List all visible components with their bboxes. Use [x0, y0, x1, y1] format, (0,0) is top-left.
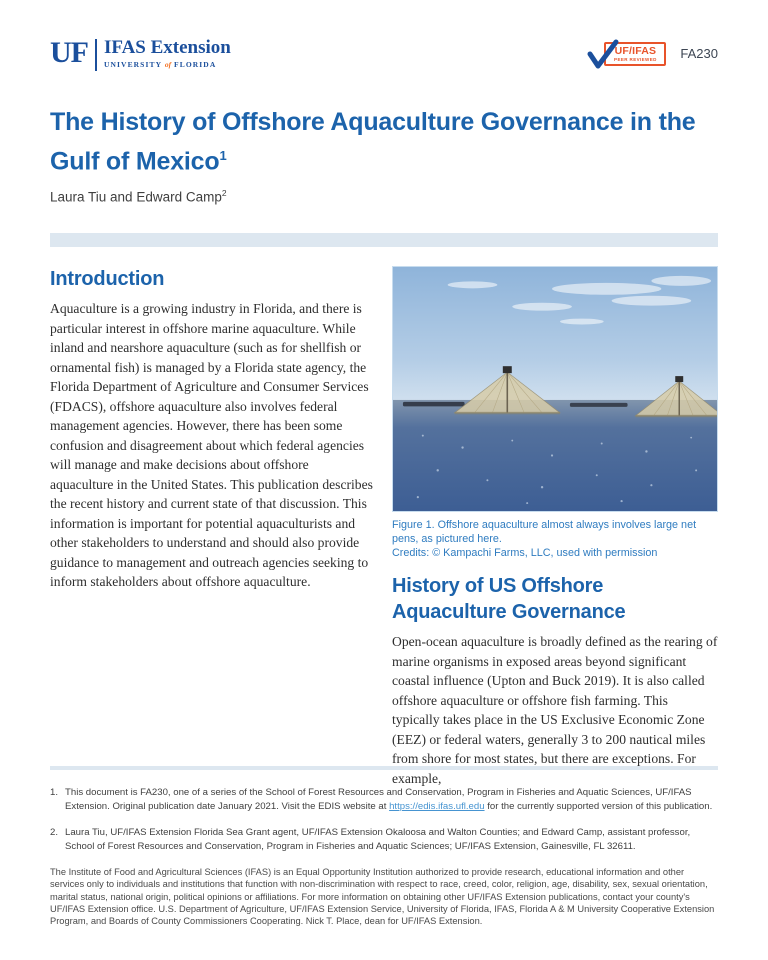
- university-word: UNIVERSITY: [104, 60, 162, 69]
- figure-1-caption: [392, 518, 718, 560]
- university-of-florida-wordmark: [104, 60, 231, 69]
- right-column: [392, 266, 718, 788]
- footnote-2-number: 2.: [50, 827, 59, 838]
- equal-opportunity-statement: The Institute of Food and Agricultural Sciences (IFAS) is an Equal Opportunity Institution authorized to provide research, educational information and other services only to individuals and institutions that function with non-discrimination with respect to race, creed, color, religion, age, disability, sex, sexual orientation, marital status, national origin, political opinions or affiliations. For more information on obtaining other UF/IFAS Extension publications, contact your county's UF/IFAS Extension office. U.S. Department of Agriculture, UF/IFAS Extension Service, University of Florida, IFAS, Florida A & M University Cooperative Extension Program, and Boards of County Commissioners Cooperating. Nick T. Place, dean for UF/IFAS Extension.: [50, 867, 715, 927]
- uf-ifas-extension-logo: [50, 38, 231, 71]
- page-footer: [50, 766, 718, 927]
- figure-caption-text: Figure 1. Offshore aquaculture almost always involves large net pens, as pictured here.: [392, 519, 697, 545]
- logo-divider: [95, 39, 97, 71]
- figure-credits-text: Credits: © Kampachi Farms, LLC, used with permission: [392, 547, 658, 559]
- section-divider-band: [50, 233, 718, 247]
- checkmark-icon: [586, 38, 620, 72]
- history-heading: History of US Offshore Aquaculture Governance: [392, 575, 626, 623]
- left-column: [50, 266, 375, 788]
- badge-subtext: PEER REVIEWED: [614, 57, 657, 62]
- footnotes: [50, 786, 718, 853]
- introduction-paragraph: Aquaculture is a growing industry in Florida, and there is particular interest in offshore marine aquaculture. While inland and nearshore aquaculture (such as for shellfish or ornamental fish) is managed by a Florida state agency, the Florida Department of Agriculture and Consumer Services (FDACS), offshore aquaculture also involves federal management agencies. However, there has been some confusion and disagreement about which federal agencies will manage and make decisions about offshore aquaculture in the United States. This publication describes the recent history and current state of that discussion. This information is important for potential aquaculturists and other stakeholders to understand and should also provide guidance to management and outreach agencies seeking to inform stakeholders about offshore aquaculture.: [50, 301, 373, 589]
- footnote-1-post-link: for the currently supported version of this publication.: [484, 800, 713, 812]
- document-number: FA230: [680, 46, 718, 61]
- authors-footnote-marker: 2: [221, 188, 227, 198]
- edis-website-link[interactable]: https://edis.ifas.ufl.edu: [389, 800, 485, 812]
- badge-label: UF/IFAS: [614, 45, 657, 57]
- title-text: The History of Offshore Aquaculture Governance in the Gulf of Mexico: [50, 108, 696, 176]
- of-word: of: [164, 60, 172, 69]
- ifas-extension-wordmark: IFAS Extension: [104, 37, 231, 58]
- footer-divider: [50, 766, 718, 770]
- page-header: [50, 38, 718, 71]
- footnote-1: [50, 786, 718, 813]
- footnote-1-pre-link: This document is FA230, one of a series of the School of Forest Resources and Conservation, Program in Fisheries and Aquatic Sciences, UF/IFAS Extension. Original publication date January 2021. Visit the EDIS website at: [65, 787, 692, 812]
- page-title: [50, 106, 722, 178]
- florida-word: FLORIDA: [174, 60, 217, 69]
- footnote-2-text: Laura Tiu, UF/IFAS Extension Florida Sea Grant agent, UF/IFAS Extension Okaloosa and Walton Counties; and Edward Camp, assistant professor, School of Forest Resources and Conservation, Program in Fisheries and Aquatic Sciences; UF/IFAS Extension, Gainesville, FL 32611.: [65, 827, 691, 852]
- title-footnote-marker: 1: [219, 148, 227, 163]
- uf-monogram: UF: [50, 36, 88, 69]
- content-columns: [50, 266, 718, 788]
- footnote-1-text: [65, 786, 718, 813]
- footnote-1-number: 1.: [50, 787, 59, 798]
- authors-text: Laura Tiu and Edward Camp: [50, 189, 222, 205]
- history-paragraph: Open-ocean aquaculture is broadly defined as the rearing of marine organisms in exposed areas beyond significant coastal influence (Upton and Buck 2019). It is also called offshore aquaculture or offshore fish farming. This typically takes place in the US Exclusive Economic Zone (EEZ) or federal waters, generally 3 to 200 nautical miles from shore for most states, but there are exceptions. For example,: [392, 634, 718, 786]
- peer-reviewed-badge: [598, 42, 670, 68]
- footnote-2: [50, 826, 718, 853]
- introduction-heading: Introduction: [50, 268, 165, 290]
- figure-1-photo: [392, 266, 718, 512]
- peer-reviewed-badge-area: [598, 42, 718, 68]
- authors-line: [50, 188, 227, 205]
